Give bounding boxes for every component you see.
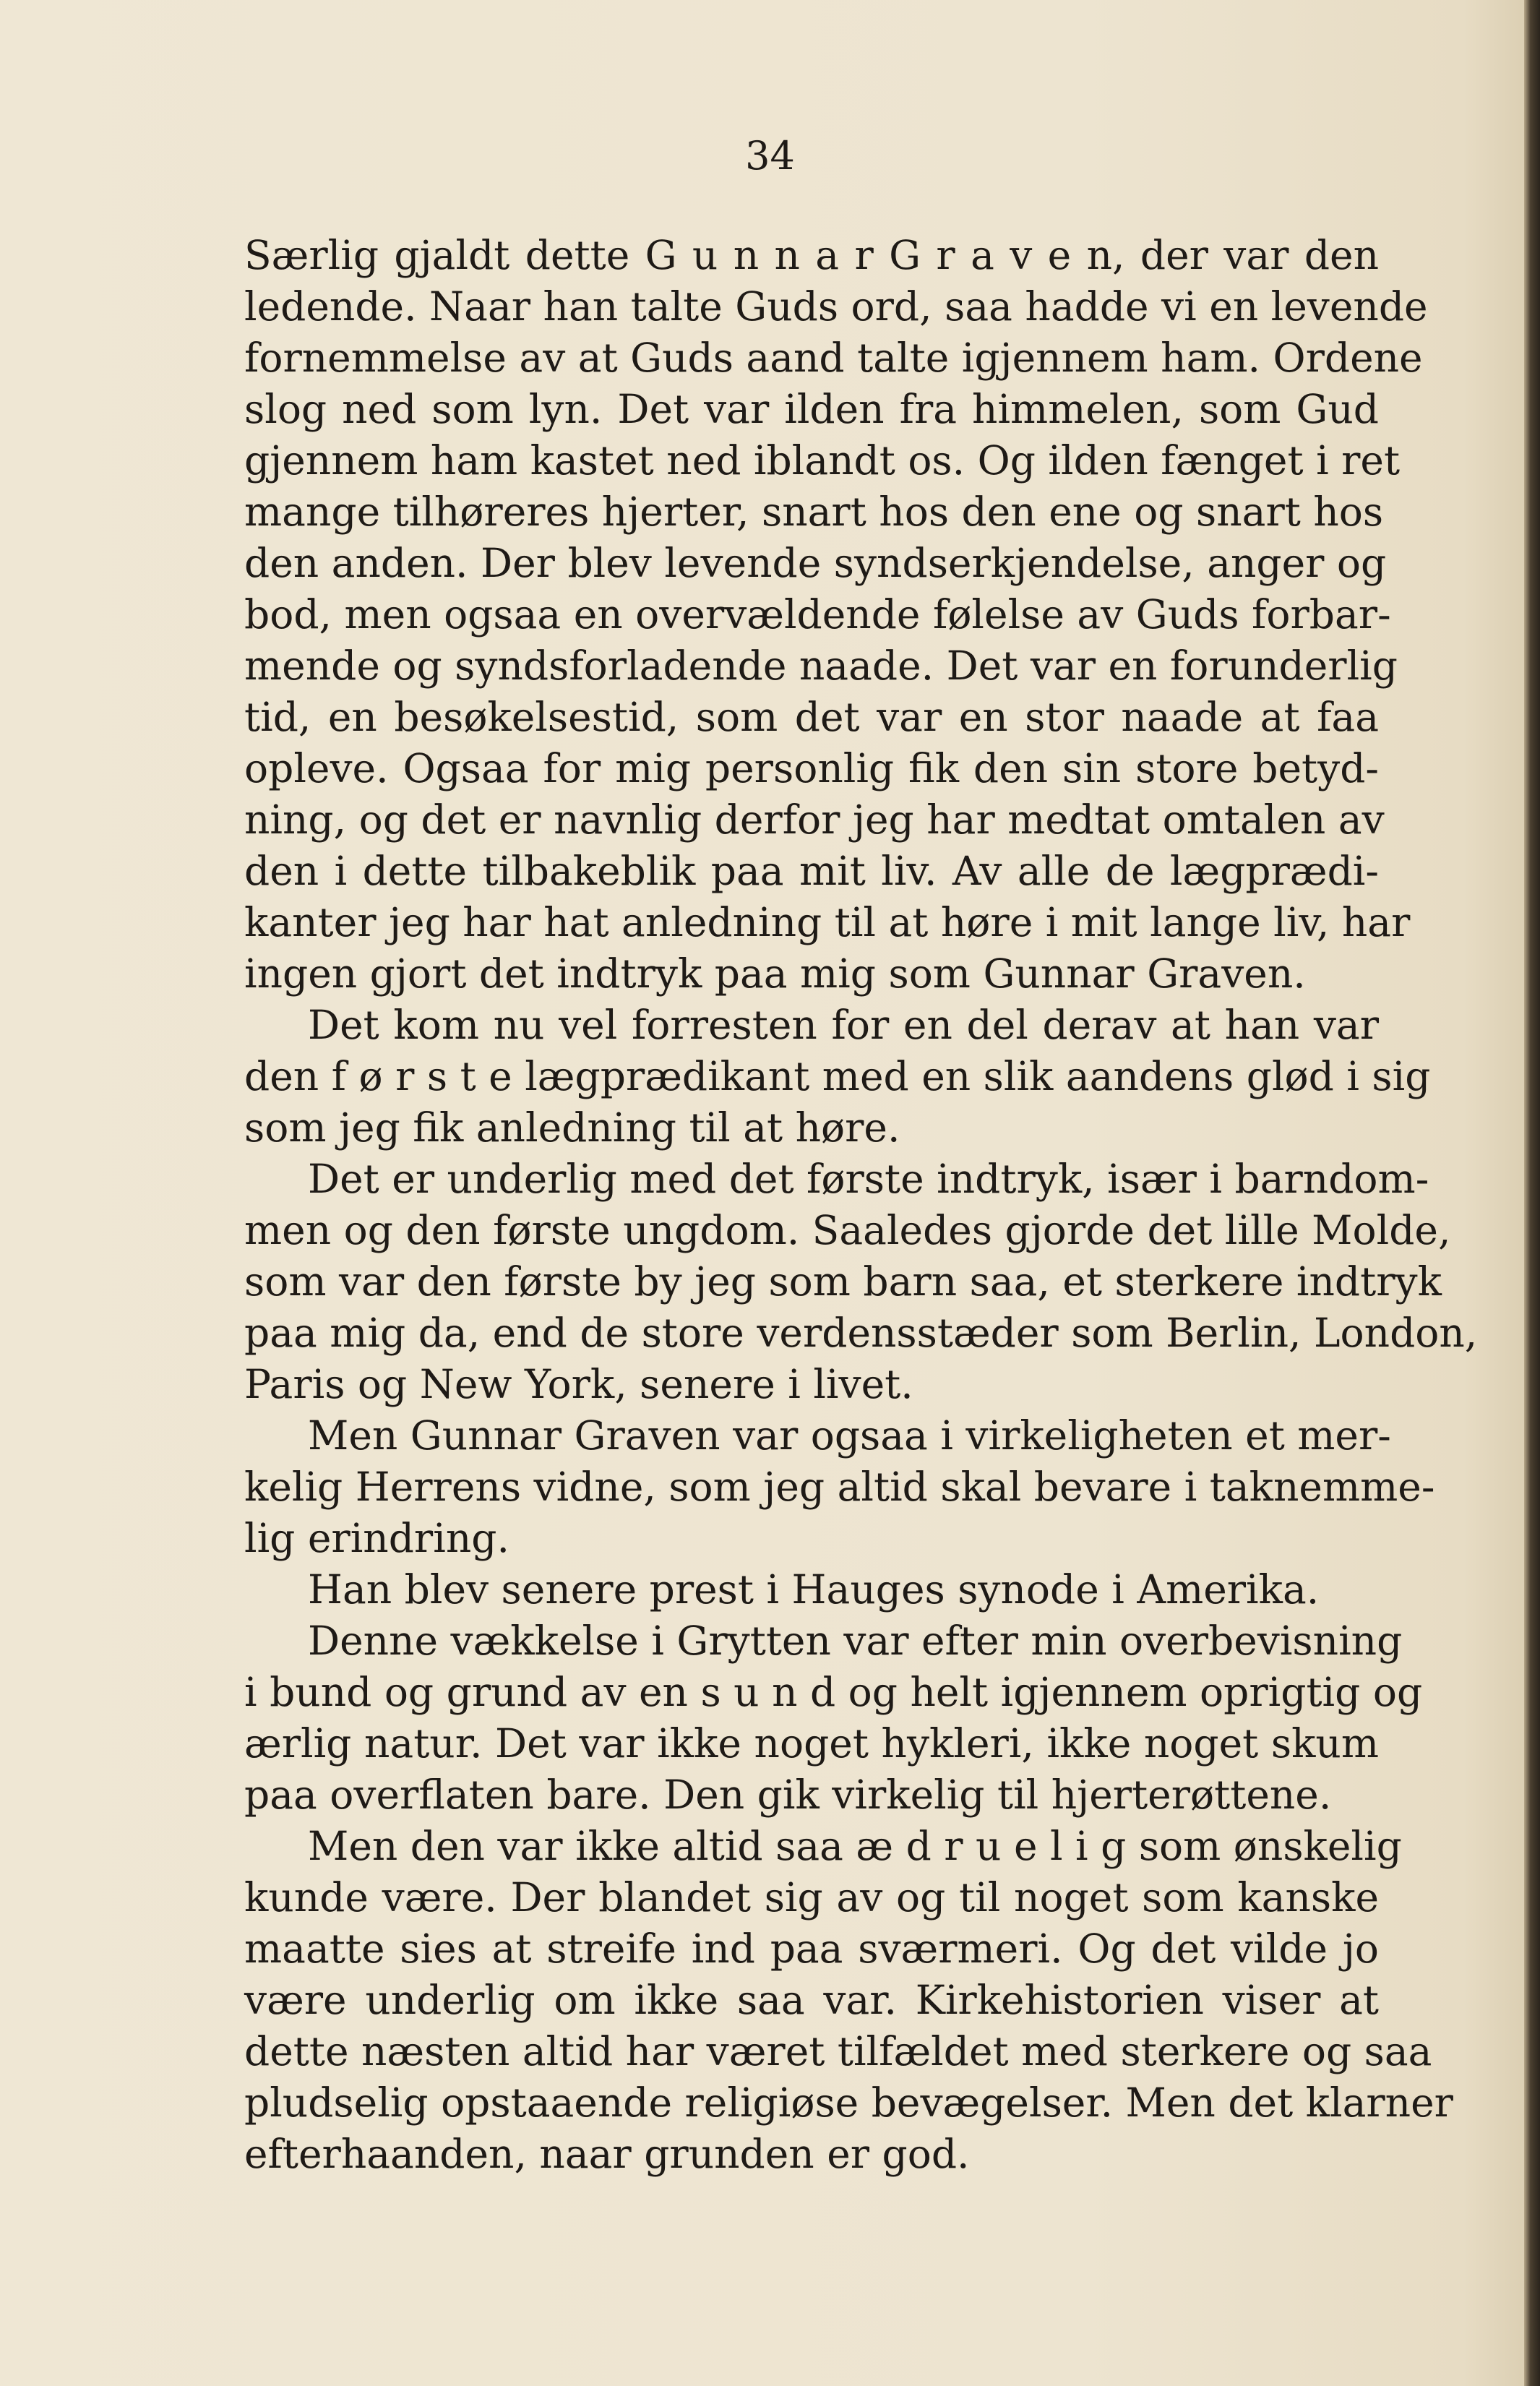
page-number: 34: [745, 133, 795, 179]
text-line: efterhaanden, naar grunden er god.: [244, 2131, 970, 2177]
text-line: ingen gjort det indtryk paa mig som Gunnar Graven.: [244, 950, 1306, 997]
text-line: Men den var ikke altid saa æ d r u e l i g som ønskelig: [308, 1823, 1402, 1869]
text-line: Han blev senere prest i Hauges synode i Amerika.: [308, 1566, 1320, 1613]
text-line: den anden. Der blev levende syndserkjendelse, anger og: [244, 540, 1387, 586]
text-line: ærlig natur. Det var ikke noget hykleri, ikke noget skum: [244, 1720, 1379, 1767]
body-text: [244, 230, 1478, 2180]
text-line: den f ø r s t e lægprædikant med en slik aandens glød i sig: [244, 1053, 1431, 1099]
text-line: Det kom nu vel forresten for en del derav at han var: [308, 1002, 1379, 1048]
text-line: i bund og grund av en s u n d og helt igjennem oprigtig og: [244, 1669, 1423, 1715]
text-line: tid, en besøkelsestid, som det var en stor naade at faa: [244, 694, 1379, 740]
text-line: fornemmelse av at Guds aand talte igjennem ham. Ordene: [244, 335, 1423, 381]
text-line: ning, og det er navnlig derfor jeg har medtat omtalen av: [244, 797, 1385, 843]
text-line: opleve. Ogsaa for mig personlig fik den sin store betyd-: [244, 745, 1379, 791]
text-line: Paris og New York, senere i livet.: [244, 1361, 913, 1407]
text-line: som var den første by jeg som barn saa, et sterkere indtryk: [244, 1258, 1442, 1305]
text-line: Men Gunnar Graven var ogsaa i virkeligheten et mer-: [308, 1412, 1391, 1459]
text-line: maatte sies at streife ind paa sværmeri. Og det vilde jo: [244, 1926, 1379, 1972]
text-line: Det er underlig med det første indtryk, især i barndom-: [308, 1156, 1429, 1202]
text-line: ledende. Naar han talte Guds ord, saa hadde vi en levende: [244, 283, 1428, 330]
text-line: være underlig om ikke saa var. Kirkehistorien viser at: [244, 1977, 1379, 2023]
text-line: som jeg fik anledning til at høre.: [244, 1104, 900, 1151]
text-line: paa mig da, end de store verdensstæder som Berlin, London,: [244, 1310, 1478, 1356]
text-line: dette næsten altid har været tilfældet med sterkere og saa: [244, 2028, 1432, 2074]
text-line: mende og syndsforladende naade. Det var en forunderlig: [244, 643, 1398, 689]
text-line: lig erindring.: [244, 1515, 509, 1561]
text-line: Denne vækkelse i Grytten var efter min overbevisning: [308, 1618, 1403, 1664]
text-line: paa overflaten bare. Den gik virkelig til hjerterøttene.: [244, 1772, 1332, 1818]
text-line: slog ned som lyn. Det var ilden fra himmelen, som Gud: [244, 386, 1379, 432]
text-line: kanter jeg har hat anledning til at høre i mit lange liv, har: [244, 899, 1411, 945]
text-line: gjennem ham kastet ned iblandt os. Og ilden fænget i ret: [244, 437, 1401, 484]
text-line: kunde være. Der blandet sig av og til noget som kanske: [244, 1874, 1379, 1921]
page-edge-shadow: [1524, 0, 1540, 2386]
text-line: kelig Herrens vidne, som jeg altid skal bevare i taknemme-: [244, 1464, 1435, 1510]
text-line: den i dette tilbakeblik paa mit liv. Av alle de lægprædi-: [244, 848, 1379, 894]
text-line: Særlig gjaldt dette G u n n a r G r a v e n, der var den: [244, 232, 1379, 278]
text-line: bod, men ogsaa en overvældende følelse av Guds forbar-: [244, 591, 1391, 638]
text-line: men og den første ungdom. Saaledes gjorde det lille Molde,: [244, 1207, 1451, 1253]
text-line: mange tilhøreres hjerter, snart hos den ene og snart hos: [244, 489, 1384, 535]
text-line: pludselig opstaaende religiøse bevægelser. Men det klarner: [244, 2080, 1453, 2126]
